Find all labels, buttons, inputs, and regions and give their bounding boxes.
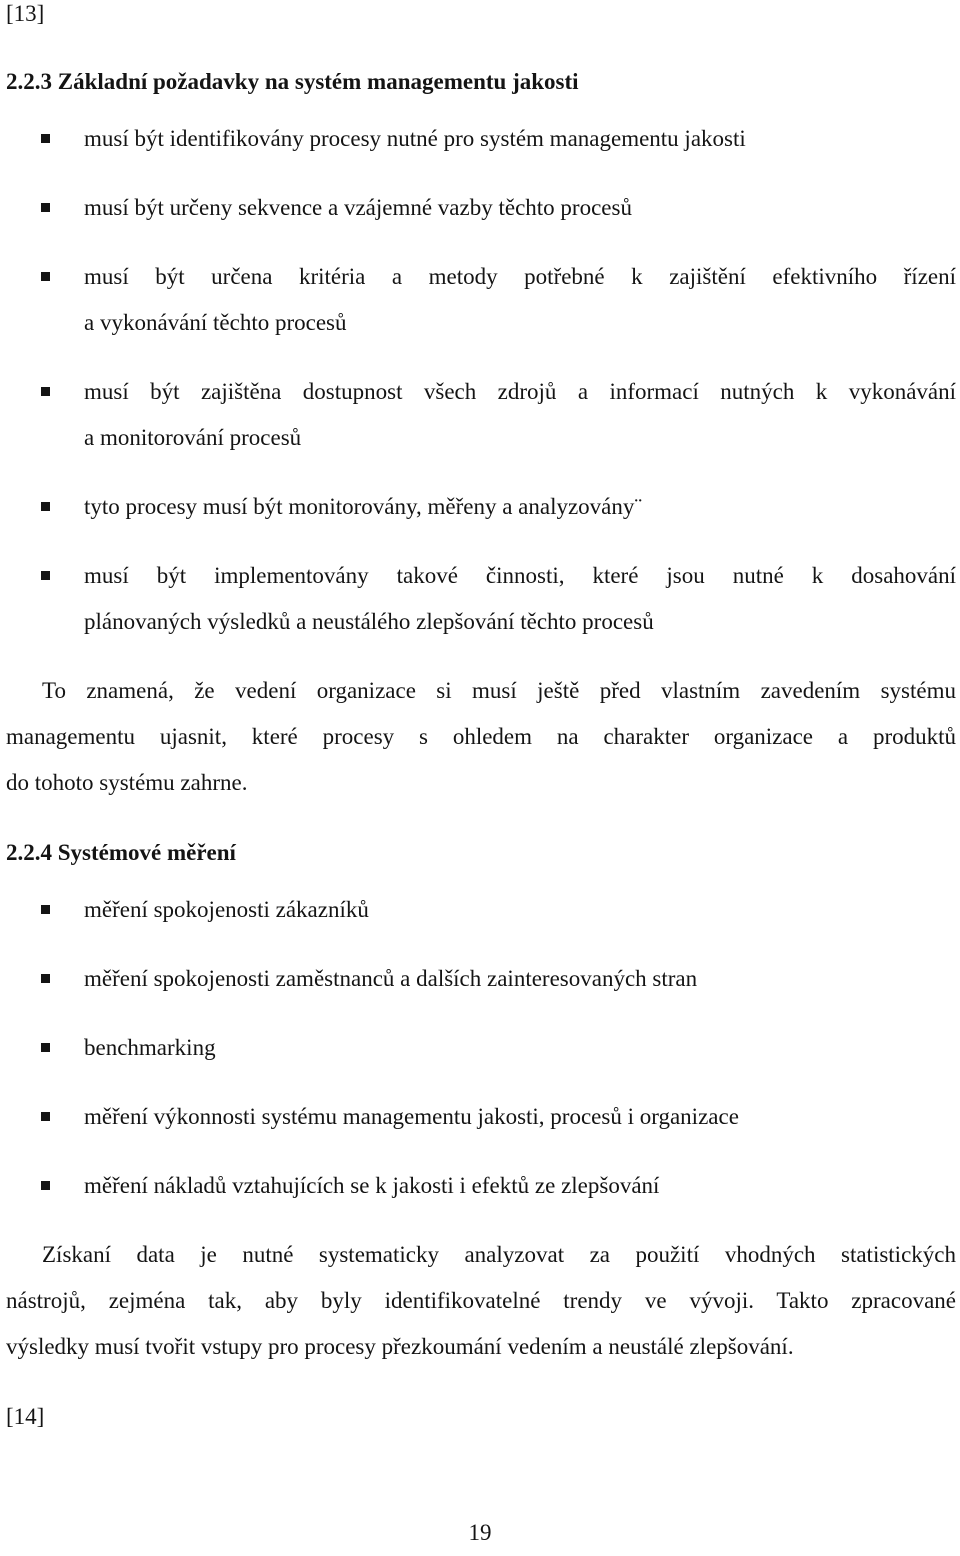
paragraph-line: To znamená, že vedení organizace si musí ještě před vlastním zavedením systému <box>42 678 956 703</box>
bullet-marker <box>41 905 50 914</box>
list-item-text-continued: a vykonávání těchto procesů <box>84 310 347 335</box>
paragraph-line: managementu ujasnit, které procesy s ohledem na charakter organizace a produktů <box>6 724 956 749</box>
list-item-text: musí být identifikovány procesy nutné pro systém managementu jakosti <box>84 126 746 151</box>
bullet-marker <box>41 1112 50 1121</box>
bullet-marker <box>41 974 50 983</box>
paragraph-line: výsledky musí tvořit vstupy pro procesy přezkoumání vedením a neustálé zlepšování. <box>6 1334 794 1359</box>
bullet-marker <box>41 571 50 580</box>
paragraph-line: nástrojů, zejména tak, aby byly identifikovatelné trendy ve vývoji. Takto zpracované <box>6 1288 956 1313</box>
list-item-text: měření nákladů vztahujících se k jakosti i efektů ze zlepšování <box>84 1173 660 1198</box>
list-item-text: měření spokojenosti zákazníků <box>84 897 369 922</box>
reference-14: [14] <box>6 1404 45 1429</box>
list-item-text: měření výkonnosti systému managementu jakosti, procesů i organizace <box>84 1104 739 1129</box>
list-item-text: musí být určeny sekvence a vzájemné vazby těchto procesů <box>84 195 632 220</box>
list-item-text: benchmarking <box>84 1035 216 1060</box>
reference-13: [13] <box>6 1 45 26</box>
bullet-marker <box>41 502 50 511</box>
list-item-text: měření spokojenosti zaměstnanců a dalších zainteresovaných stran <box>84 966 698 991</box>
paragraph-line: do tohoto systému zahrne. <box>6 770 248 795</box>
bullet-marker <box>41 387 50 396</box>
list-item-text-continued: plánovaných výsledků a neustálého zlepšování těchto procesů <box>84 609 654 634</box>
bullet-marker <box>41 203 50 212</box>
paragraph-line: Získaní data je nutné systematicky analyzovat za použití vhodných statistických <box>42 1242 956 1267</box>
bullet-marker <box>41 272 50 281</box>
bullet-marker <box>41 134 50 143</box>
bullet-marker <box>41 1043 50 1052</box>
page-number: 19 <box>468 1520 492 1545</box>
section-heading-2-2-4: 2.2.4 Systémové měření <box>6 840 236 865</box>
list-item-text: musí být určena kritéria a metody potřebné k zajištění efektivního řízení <box>84 264 956 289</box>
list-item-text-continued: a monitorování procesů <box>84 425 302 450</box>
list-item-text: musí být implementovány takové činnosti, které jsou nutné k dosahování <box>84 563 956 588</box>
list-item-text: musí být zajištěna dostupnost všech zdrojů a informací nutných k vykonávání <box>84 379 956 404</box>
section-heading-2-2-3: 2.2.3 Základní požadavky na systém managementu jakosti <box>6 69 579 94</box>
bullet-marker <box>41 1181 50 1190</box>
list-item-text: tyto procesy musí být monitorovány, měřeny a analyzovány¨ <box>84 494 643 519</box>
